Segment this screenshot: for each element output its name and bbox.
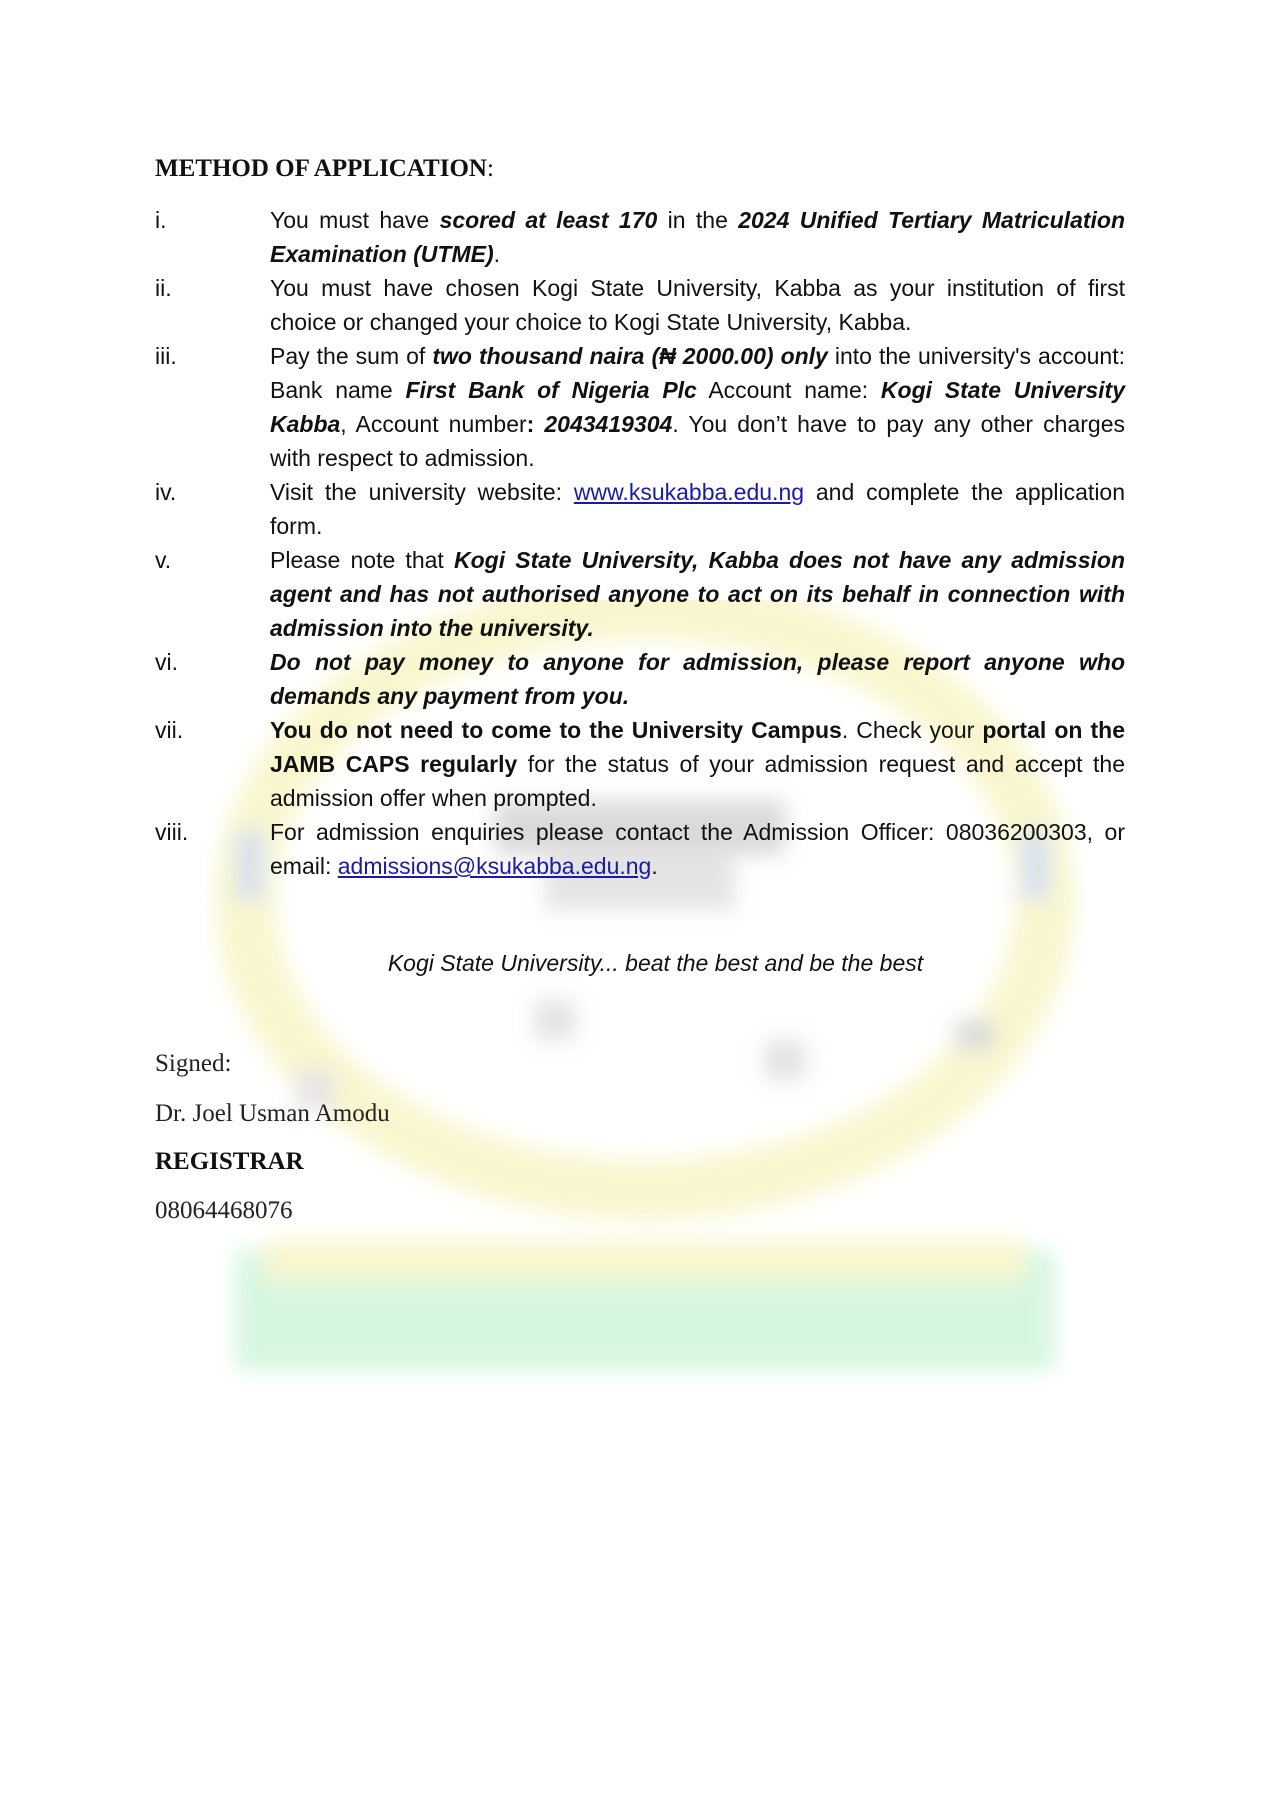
email-link[interactable]: admissions@ksukabba.edu.ng bbox=[337, 853, 652, 879]
list-item-number: viii. bbox=[155, 819, 189, 845]
text-run: , Account number bbox=[340, 411, 527, 437]
bold-run: Kogi State University, Kabba does not have any admission agent and has not authorised anyone to act on its behalf in connection with admission into the university. bbox=[270, 547, 1126, 641]
page-heading bbox=[155, 155, 494, 183]
list-item-number: i. bbox=[155, 207, 167, 233]
bold-run: First Bank of Nigeria Plc bbox=[405, 377, 697, 403]
signed-label: Signed: bbox=[155, 1050, 232, 1077]
list-item-number: iv. bbox=[155, 479, 177, 505]
list-item-number: ii. bbox=[155, 275, 172, 301]
heading-colon: : bbox=[486, 155, 494, 182]
text-run: Visit the university website: bbox=[270, 479, 574, 505]
list-item-number: vii. bbox=[155, 717, 184, 743]
list-item bbox=[155, 203, 1125, 271]
list-item-number: iii. bbox=[155, 343, 177, 369]
text-run: into the university's account: Bank name bbox=[270, 343, 1125, 403]
method-list bbox=[155, 203, 1125, 883]
text-run: For admission enquiries please contact the Admission Officer: 08036200303, or email: bbox=[270, 819, 1125, 879]
signatory-phone: 08064468076 bbox=[155, 1197, 293, 1224]
text-run: You must have bbox=[270, 207, 440, 233]
text-run: Pay the sum of bbox=[270, 343, 433, 369]
text-run: Please note that bbox=[270, 547, 454, 573]
list-item-text bbox=[270, 339, 1125, 475]
list-item bbox=[155, 475, 1125, 543]
text-run: in the bbox=[657, 207, 739, 233]
text-run: Account name: bbox=[696, 377, 881, 403]
list-item bbox=[155, 339, 1125, 475]
signatory-name: Dr. Joel Usman Amodu bbox=[155, 1100, 390, 1127]
list-item-text bbox=[270, 713, 1125, 815]
heading-title: METHOD OF APPLICATION bbox=[155, 155, 487, 182]
bold-run: You do not need to come to the University Campus bbox=[270, 717, 842, 743]
list-item-text bbox=[270, 203, 1125, 271]
list-item-number: vi. bbox=[155, 649, 178, 675]
text-run: . bbox=[493, 241, 501, 267]
account-number: 2043419304 bbox=[544, 411, 673, 437]
bold-run: two thousand naira (₦ 2000.00) only bbox=[432, 343, 828, 369]
bold-run: Kogi State University Kabba bbox=[270, 377, 1125, 437]
bold-run: 2024 Unified Tertiary Matriculation Examination (UTME) bbox=[270, 207, 1126, 267]
text-run: and complete the application form. bbox=[270, 479, 1126, 539]
list-item-text bbox=[270, 475, 1125, 543]
signatory-title: REGISTRAR bbox=[155, 1148, 304, 1175]
bold-run: Do not pay money to anyone for admission, please report anyone who demands any payment from you. bbox=[270, 649, 1125, 709]
list-item bbox=[155, 713, 1125, 815]
list-item bbox=[155, 815, 1125, 883]
list-item-text bbox=[270, 645, 1125, 713]
bold-run: portal on the JAMB CAPS regularly bbox=[270, 717, 1125, 777]
text-run: . You don’t have to pay any other charges with respect to admission. bbox=[270, 411, 1125, 471]
list-item-text bbox=[270, 815, 1125, 883]
text-run: for the status of your admission request and accept the admission offer when prompted. bbox=[270, 751, 1125, 811]
list-item bbox=[155, 543, 1125, 645]
text-run: . Check your bbox=[841, 717, 983, 743]
list-item-number: v. bbox=[155, 547, 172, 573]
text-run: . bbox=[651, 853, 658, 879]
list-item bbox=[155, 645, 1125, 713]
website-link[interactable]: www.ksukabba.edu.ng bbox=[573, 479, 805, 505]
text-run: You must have chosen Kogi State University, Kabba as your institution of first choice or changed your choice to Kogi State University, Kabba. bbox=[270, 275, 1125, 335]
bold-run: : bbox=[526, 411, 545, 437]
bold-run: scored at least 170 bbox=[439, 207, 658, 233]
list-item bbox=[155, 271, 1125, 339]
list-item-text bbox=[270, 543, 1125, 645]
university-motto: Kogi State University... beat the best and be the best bbox=[387, 950, 924, 976]
list-item-text bbox=[270, 271, 1125, 339]
